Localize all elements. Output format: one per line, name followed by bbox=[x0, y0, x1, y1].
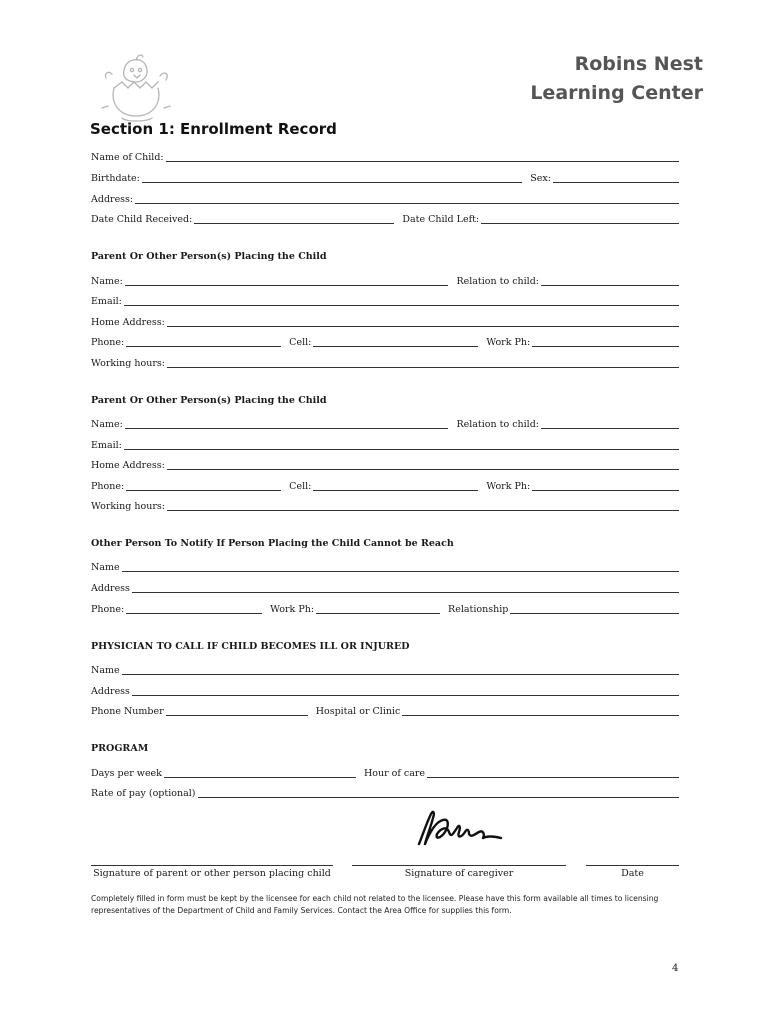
physician-name-field[interactable] bbox=[122, 665, 679, 675]
parent1-name-label: Name: bbox=[91, 276, 123, 287]
parent2-email-row bbox=[91, 436, 679, 452]
parent1-name-field[interactable] bbox=[125, 276, 449, 286]
birthdate-label: Birthdate: bbox=[91, 173, 140, 184]
parent2-heading: Parent Or Other Person(s) Placing the Child bbox=[91, 395, 327, 406]
brand-line-1: Robins Nest bbox=[574, 53, 703, 75]
caregiver-signature-image bbox=[413, 804, 509, 852]
child-address-row bbox=[91, 190, 679, 206]
sex-field[interactable] bbox=[553, 173, 679, 183]
parent2-home-address-label: Home Address: bbox=[91, 460, 165, 471]
parent1-work-field[interactable] bbox=[532, 337, 679, 347]
hour-of-care-field[interactable] bbox=[427, 768, 679, 778]
parent2-phone-field[interactable] bbox=[126, 481, 281, 491]
days-per-week-label: Days per week bbox=[91, 768, 162, 779]
child-name-field[interactable] bbox=[166, 152, 679, 162]
parent1-phone-row bbox=[91, 333, 679, 349]
parent2-home-address-row bbox=[91, 456, 679, 472]
notify-relationship-field[interactable] bbox=[510, 604, 679, 614]
child-name-row bbox=[91, 148, 679, 164]
parent1-cell-label: Cell: bbox=[289, 337, 312, 348]
date-received-field[interactable] bbox=[194, 214, 394, 224]
parent1-relation-field[interactable] bbox=[541, 276, 679, 286]
parent1-hours-label: Working hours: bbox=[91, 358, 165, 369]
parent2-work-label: Work Ph: bbox=[486, 481, 531, 492]
physician-address-label: Address bbox=[91, 686, 130, 697]
parent1-home-address-row bbox=[91, 313, 679, 329]
parent2-name-label: Name: bbox=[91, 419, 123, 430]
physician-phone-label: Phone Number bbox=[91, 706, 164, 717]
dates-row bbox=[91, 210, 679, 226]
caregiver-signature-line[interactable] bbox=[352, 865, 566, 866]
notify-work-label: Work Ph: bbox=[270, 604, 315, 615]
parent2-hours-field[interactable] bbox=[167, 501, 679, 511]
parent1-relation-label: Relation to child: bbox=[456, 276, 539, 287]
hospital-field[interactable] bbox=[402, 706, 679, 716]
parent2-phone-row bbox=[91, 477, 679, 493]
sex-label: Sex: bbox=[530, 173, 551, 184]
parent2-email-field[interactable] bbox=[124, 440, 679, 450]
hour-of-care-label: Hour of care bbox=[363, 768, 426, 779]
program-rate-row bbox=[91, 784, 679, 800]
parent2-cell-field[interactable] bbox=[313, 481, 478, 491]
parent2-name-field[interactable] bbox=[125, 419, 449, 429]
chick-logo-icon bbox=[96, 48, 176, 124]
notify-address-label: Address bbox=[91, 583, 130, 594]
caregiver-signature-caption: Signature of caregiver bbox=[404, 868, 514, 879]
notify-phone-row bbox=[91, 600, 679, 616]
parent2-home-address-field[interactable] bbox=[167, 460, 679, 470]
parent-signature-caption: Signature of parent or other person placing child bbox=[93, 868, 331, 879]
parent2-hours-label: Working hours: bbox=[91, 501, 165, 512]
notify-phone-field[interactable] bbox=[126, 604, 262, 614]
physician-address-field[interactable] bbox=[132, 686, 679, 696]
birthdate-row bbox=[91, 169, 679, 185]
parent1-home-address-field[interactable] bbox=[167, 317, 679, 327]
parent1-home-address-label: Home Address: bbox=[91, 317, 165, 328]
date-left-field[interactable] bbox=[481, 214, 679, 224]
parent2-relation-label: Relation to child: bbox=[456, 419, 539, 430]
parent1-email-label: Email: bbox=[91, 296, 122, 307]
signature-area bbox=[91, 800, 679, 890]
child-address-field[interactable] bbox=[135, 194, 679, 204]
physician-address-row bbox=[91, 682, 679, 698]
physician-phone-row bbox=[91, 702, 679, 718]
parent1-hours-row bbox=[91, 354, 679, 370]
parent1-email-field[interactable] bbox=[124, 296, 679, 306]
parent1-name-row bbox=[91, 272, 679, 288]
notify-name-field[interactable] bbox=[122, 562, 679, 572]
physician-name-label: Name bbox=[91, 665, 120, 676]
parent2-relation-field[interactable] bbox=[541, 419, 679, 429]
rate-of-pay-field[interactable] bbox=[198, 788, 680, 798]
parent1-phone-label: Phone: bbox=[91, 337, 125, 348]
notify-address-row bbox=[91, 579, 679, 595]
date-left-label: Date Child Left: bbox=[402, 214, 480, 225]
rate-of-pay-label: Rate of pay (optional) bbox=[91, 788, 196, 799]
physician-name-row bbox=[91, 661, 679, 677]
section-title: Section 1: Enrollment Record bbox=[90, 120, 337, 138]
parent2-email-label: Email: bbox=[91, 440, 122, 451]
physician-phone-field[interactable] bbox=[166, 706, 308, 716]
parent-signature-line[interactable] bbox=[91, 865, 333, 866]
parent1-heading: Parent Or Other Person(s) Placing the Child bbox=[91, 251, 327, 262]
program-heading: PROGRAM bbox=[91, 743, 149, 754]
parent1-hours-field[interactable] bbox=[167, 358, 679, 368]
notify-phone-label: Phone: bbox=[91, 604, 125, 615]
brand-line-2: Learning Center bbox=[530, 82, 703, 104]
date-received-label: Date Child Received: bbox=[91, 214, 193, 225]
parent2-name-row bbox=[91, 415, 679, 431]
footnote: Completely filled in form must be kept by the licensee for each child not related to the licensee. Please have this form available all times to licensing representatives of the Department of Child and Family Services. Contact the Area Office for supplies this form. bbox=[91, 894, 659, 915]
parent2-phone-label: Phone: bbox=[91, 481, 125, 492]
physician-heading: PHYSICIAN TO CALL IF CHILD BECOMES ILL OR INJURED bbox=[91, 641, 410, 652]
parent2-work-field[interactable] bbox=[532, 481, 679, 491]
page-number: 4 bbox=[672, 963, 679, 974]
days-per-week-field[interactable] bbox=[164, 768, 356, 778]
notify-relationship-label: Relationship bbox=[448, 604, 509, 615]
parent2-hours-row bbox=[91, 497, 679, 513]
program-days-row bbox=[91, 764, 679, 780]
notify-name-label: Name bbox=[91, 562, 120, 573]
date-caption: Date bbox=[621, 868, 644, 879]
parent1-email-row bbox=[91, 292, 679, 308]
signature-date-line[interactable] bbox=[586, 865, 679, 866]
parent1-cell-field[interactable] bbox=[313, 337, 478, 347]
brand-title bbox=[530, 50, 703, 108]
child-address-label: Address: bbox=[91, 194, 134, 205]
parent1-work-label: Work Ph: bbox=[486, 337, 531, 348]
parent1-phone-field[interactable] bbox=[126, 337, 281, 347]
parent2-cell-label: Cell: bbox=[289, 481, 312, 492]
birthdate-field[interactable] bbox=[142, 173, 522, 183]
notify-address-field[interactable] bbox=[132, 583, 679, 593]
notify-name-row bbox=[91, 558, 679, 574]
notify-heading: Other Person To Notify If Person Placing the Child Cannot be Reach bbox=[91, 538, 454, 549]
notify-work-field[interactable] bbox=[316, 604, 440, 614]
child-name-label: Name of Child: bbox=[91, 152, 164, 163]
hospital-label: Hospital or Clinic bbox=[315, 706, 401, 717]
